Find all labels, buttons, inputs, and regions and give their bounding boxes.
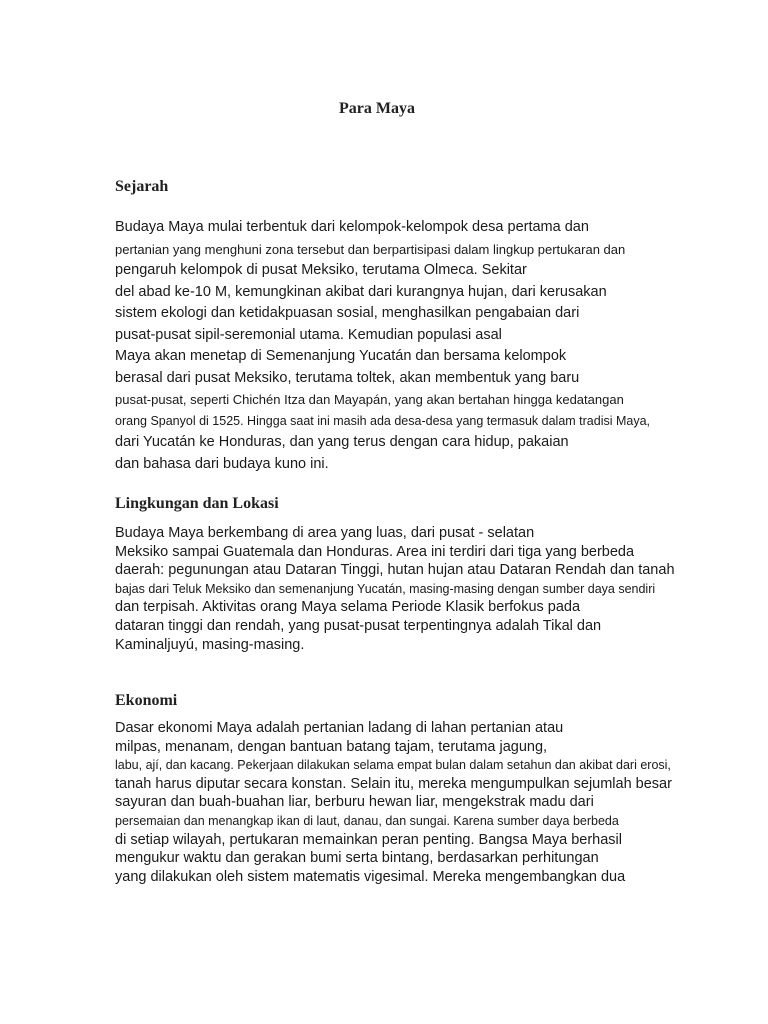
text-line: tanah harus diputar secara konstan. Selain itu, mereka mengumpulkan sejumlah besar	[115, 775, 672, 792]
text-line: Kaminaljuyú, masing-masing.	[115, 636, 305, 653]
text-line: dataran tinggi dan rendah, yang pusat-pusat terpentingnya adalah Tikal dan	[115, 617, 602, 634]
section-heading-sejarah: Sejarah	[115, 178, 169, 195]
text-line: pusat-pusat, seperti Chichén Itza dan Mayapán, yang akan bertahan hingga kedatangan	[115, 392, 624, 407]
text-line: pusat-pusat sipil-seremonial utama. Kemudian populasi asal	[115, 326, 502, 343]
text-line: Budaya Maya berkembang di area yang luas, dari pusat - selatan	[115, 525, 535, 541]
text-line: daerah: pegunungan atau Dataran Tinggi, hutan hujan atau Dataran Rendah dan tanah	[115, 562, 675, 579]
section-body-ekonomi	[115, 719, 672, 886]
text-line: del abad ke-10 M, kemungkinan akibat dari kurangnya hujan, dari kerusakan	[115, 283, 607, 300]
text-line: milpas, menanam, dengan bantuan batang tajam, terutama jagung,	[115, 738, 548, 755]
text-line: berasal dari pusat Meksiko, terutama toltek, akan membentuk yang baru	[115, 369, 580, 386]
text-line: dan bahasa dari budaya kuno ini.	[115, 455, 329, 472]
text-line: Maya akan menetap di Semenanjung Yucatán dan bersama kelompok	[115, 348, 567, 364]
section-heading-ekonomi: Ekonomi	[115, 692, 178, 709]
text-line: dari Yucatán ke Honduras, dan yang terus dengan cara hidup, pakaian	[115, 434, 569, 450]
document-title: Para Maya	[339, 100, 415, 117]
section-body-lingkungan	[115, 524, 675, 654]
text-line: Dasar ekonomi Maya adalah pertanian ladang di lahan pertanian atau	[115, 720, 564, 736]
text-line: sayuran dan buah-buahan liar, berburu hewan liar, mengekstrak madu dari	[115, 794, 594, 811]
text-line: pertanian yang menghuni zona tersebut dan berpartisipasi dalam lingkup pertukaran dan	[115, 241, 626, 257]
text-line: di setiap wilayah, pertukaran memainkan peran penting. Bangsa Maya berhasil	[115, 831, 622, 848]
text-line: dan terpisah. Aktivitas orang Maya selama Periode Klasik berfokus pada	[115, 599, 581, 616]
section-heading-lingkungan: Lingkungan dan Lokasi	[115, 495, 279, 512]
text-line: sistem ekologi dan ketidakpuasan sosial, menghasilkan pengabaian dari	[115, 305, 580, 321]
text-line: mengukur waktu dan gerakan bumi serta bintang, berdasarkan perhitungan	[115, 850, 599, 867]
section-body-sejarah	[115, 217, 650, 475]
text-line: labu, ají, dan kacang. Pekerjaan dilakukan selama empat bulan dalam setahun dan akibat dari erosi,	[115, 758, 671, 773]
text-line: pengaruh kelompok di pusat Meksiko, terutama Olmeca. Sekitar	[115, 262, 527, 278]
text-line: persemaian dan menangkap ikan di laut, danau, dan sungai. Karena sumber daya berbeda	[115, 813, 619, 828]
text-line: Budaya Maya mulai terbentuk dari kelompok-kelompok desa pertama dan	[115, 219, 589, 235]
text-line: yang dilakukan oleh sistem matematis vigesimal. Mereka mengembangkan dua	[115, 868, 626, 885]
text-line: Meksiko sampai Guatemala dan Honduras. Area ini terdiri dari tiga yang berbeda	[115, 543, 635, 560]
text-line: orang Spanyol di 1525. Hingga saat ini masih ada desa-desa yang termasuk dalam tradisi Maya,	[115, 413, 651, 428]
text-line: bajas dari Teluk Meksiko dan semenanjung Yucatán, masing-masing dengan sumber daya sendiri	[115, 581, 656, 596]
